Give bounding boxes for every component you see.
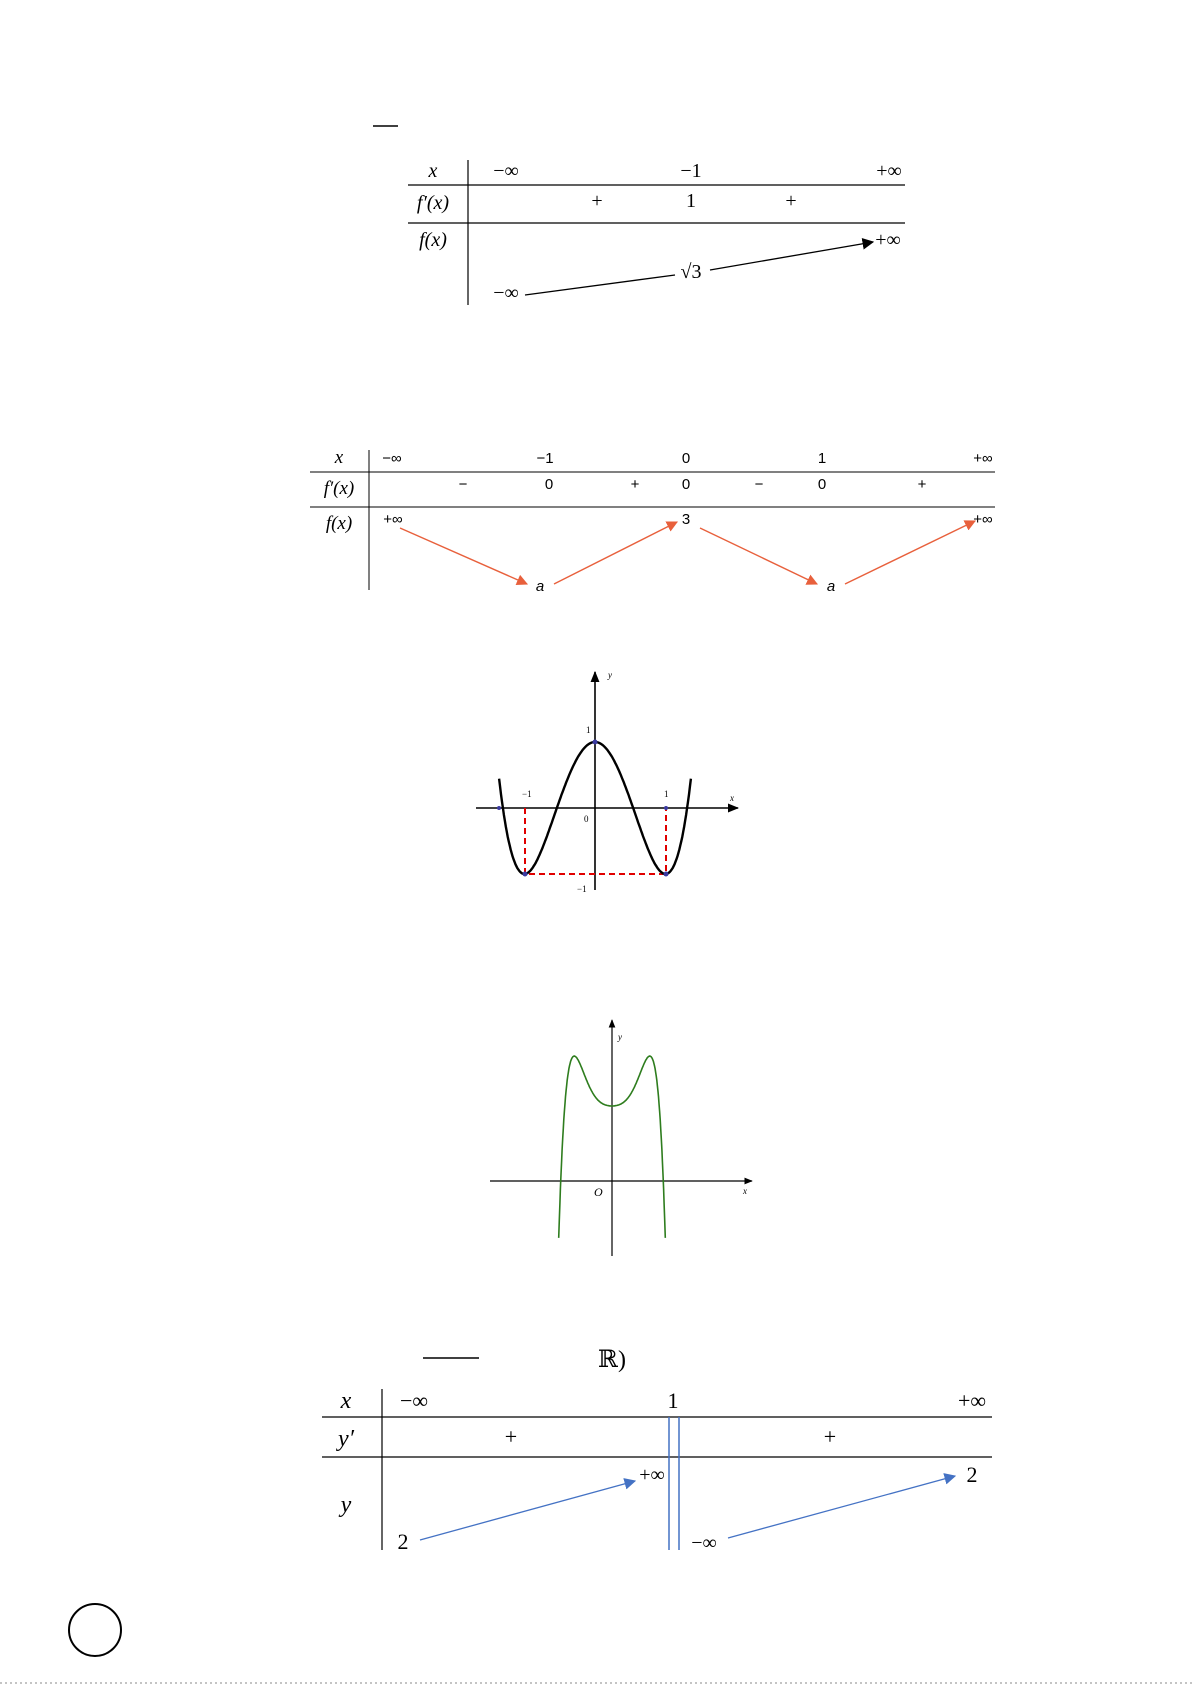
tick-label-x: 1: [664, 789, 669, 799]
row-label-fprime: f′(x): [323, 478, 355, 499]
f-value: +∞: [973, 511, 993, 528]
row-label-f: f(x): [325, 513, 353, 534]
fprime-sign: −: [458, 476, 468, 493]
row-label-x: x: [334, 447, 344, 468]
x-value: +∞: [957, 1388, 987, 1413]
x-value: +∞: [973, 450, 993, 467]
y-value: −∞: [691, 1532, 717, 1554]
x-value: −∞: [382, 450, 402, 467]
fprime-sign: −: [754, 476, 764, 493]
variation-arrow: [420, 1481, 635, 1540]
fprime-sign: +: [591, 190, 603, 212]
row-label-x: x: [340, 1388, 352, 1414]
domain-fragment: ℝ): [598, 1347, 626, 1373]
row-label-x: x: [428, 160, 438, 182]
x-axis-label: x: [730, 793, 734, 803]
variation-arrow: [525, 275, 675, 295]
tick-label-y: 1: [586, 725, 591, 735]
tick-label-y: −1: [577, 884, 587, 894]
f-value: +∞: [875, 229, 901, 251]
tick-label-x: −1: [522, 789, 532, 799]
fprime-sign: +: [917, 476, 927, 493]
fprime-value: 0: [817, 476, 827, 493]
yprime-sign: +: [823, 1424, 837, 1449]
x-value: 0: [681, 450, 691, 467]
variation-arrow: [400, 528, 527, 584]
x-value: −1: [536, 450, 554, 467]
variation-arrow: [554, 522, 677, 584]
point-marker: [497, 806, 501, 810]
yprime-sign: +: [504, 1424, 518, 1449]
variation-arrow: [728, 1476, 955, 1538]
variation-arrow: [710, 242, 873, 270]
y-axis-label: y: [608, 670, 612, 680]
origin-label: 0: [584, 814, 589, 824]
graph-quartic-2: [490, 1020, 752, 1256]
variation-arrow: [845, 521, 975, 584]
fprime-value: 1: [686, 190, 696, 212]
f-value: a: [535, 578, 545, 595]
origin-label: O: [594, 1185, 603, 1199]
f-value: √3: [680, 261, 702, 283]
row-label-f: f(x): [419, 229, 447, 251]
y-value: +∞: [639, 1464, 665, 1486]
y-axis-label: y: [618, 1032, 622, 1042]
variation-arrow: [700, 528, 817, 584]
graph-quartic-1: [476, 670, 738, 894]
x-value: 1: [817, 450, 827, 467]
x-value: +∞: [876, 160, 902, 182]
row-label-yprime: y′: [338, 1426, 354, 1452]
point-marker: [593, 740, 598, 745]
row-label-y: y: [340, 1492, 352, 1518]
f-value: −∞: [493, 282, 519, 304]
x-value: −∞: [493, 160, 519, 182]
variation-table-1: [408, 160, 905, 305]
y-value: 2: [966, 1462, 978, 1487]
row-label-fprime: f′(x): [416, 192, 450, 214]
point-marker: [664, 872, 669, 877]
f-value: +∞: [383, 511, 403, 528]
fprime-value: 0: [544, 476, 554, 493]
variation-table-2: [310, 447, 995, 595]
fprime-value: 0: [681, 476, 691, 493]
x-value: −1: [680, 160, 702, 182]
x-value: −∞: [399, 1388, 429, 1413]
y-value: 2: [397, 1529, 409, 1554]
x-value: 1: [667, 1388, 679, 1413]
x-axis-label: x: [743, 1186, 747, 1196]
point-marker: [523, 872, 528, 877]
page-number-circle: [69, 1604, 121, 1656]
f-value: a: [826, 578, 836, 595]
variation-table-4: [322, 1388, 992, 1554]
fprime-sign: +: [630, 476, 640, 493]
f-value: 3: [681, 511, 691, 528]
point-marker: [664, 806, 668, 810]
fprime-sign: +: [785, 190, 797, 212]
